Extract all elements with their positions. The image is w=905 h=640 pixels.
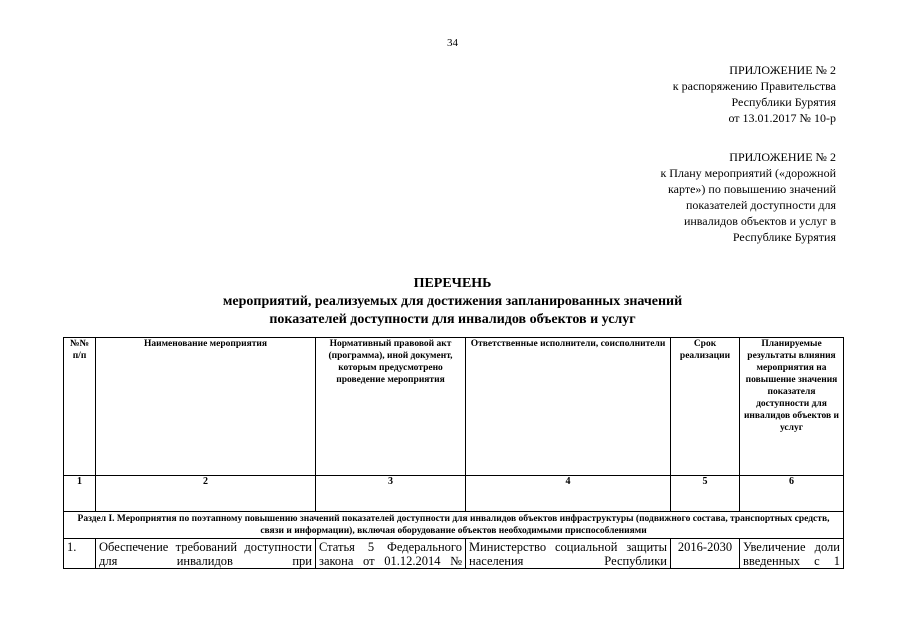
header-cell-legal-act: Нормативный правовой акт (программа), иной документ, которым предусмотрено проведение мероприятия bbox=[316, 338, 466, 476]
appendix-line: к распоряжению Правительства bbox=[672, 79, 836, 93]
title-subheading: мероприятий, реализуемых для достижения запланированных значений bbox=[222, 294, 683, 309]
table-header-row bbox=[64, 338, 844, 476]
cell-name-text: Обеспечение требований доступности для инвалидов при bbox=[99, 540, 312, 568]
cell-responsible bbox=[466, 539, 671, 569]
appendix-line: карте») по повышению значений bbox=[668, 182, 836, 196]
page-number: 34 bbox=[447, 37, 458, 49]
header-cell-period: Срок реализации bbox=[671, 338, 740, 476]
header-cell-name: Наименование мероприятия bbox=[96, 338, 316, 476]
appendix-line: Республики Бурятия bbox=[731, 95, 836, 109]
header-cell-responsible: Ответственные исполнители, соисполнители bbox=[466, 338, 671, 476]
cell-number-text: 1. bbox=[67, 540, 77, 554]
cell-period-text: 2016-2030 bbox=[677, 540, 733, 554]
column-number: 3 bbox=[316, 476, 466, 512]
cell-result bbox=[740, 539, 844, 569]
column-number: 4 bbox=[466, 476, 671, 512]
appendix-line: показателей доступности для bbox=[685, 198, 836, 212]
cell-name bbox=[96, 539, 316, 569]
appendix-line: к Плану мероприятий («дорожной bbox=[660, 166, 836, 180]
title-subheading: показателей доступности для инвалидов объектов и услуг bbox=[269, 312, 636, 327]
column-number: 1 bbox=[64, 476, 96, 512]
cell-legal-act bbox=[316, 539, 466, 569]
cell-result-text: Увеличение доли введенных с 1 bbox=[743, 540, 840, 568]
section-title: Раздел I. Мероприятия по поэтапному повышению значений показателей доступности для инвалидов объектов инфраструктуры (подвижного состава, транспортных средств, связи и информации), включая оборудование объектов необходимыми приспособлениями bbox=[64, 512, 844, 539]
appendix-line: инвалидов объектов и услуг в bbox=[683, 214, 836, 228]
cell-number bbox=[64, 539, 96, 569]
header-cell-number: №№ п/п bbox=[64, 338, 96, 476]
cell-legal-act-text: Статья 5 Федерального закона от 01.12.2014 № bbox=[319, 540, 462, 568]
appendix-line: ПРИЛОЖЕНИЕ № 2 bbox=[729, 63, 836, 77]
appendix-line: Республике Бурятия bbox=[732, 230, 836, 244]
measures-table bbox=[63, 337, 844, 569]
title-heading: ПЕРЕЧЕНЬ bbox=[413, 276, 492, 291]
table-row bbox=[64, 539, 844, 569]
column-number: 6 bbox=[740, 476, 844, 512]
column-number: 2 bbox=[96, 476, 316, 512]
appendix-block-decree bbox=[673, 62, 836, 126]
appendix-block-plan bbox=[660, 149, 836, 245]
cell-period bbox=[671, 539, 740, 569]
appendix-line: ПРИЛОЖЕНИЕ № 2 bbox=[729, 150, 836, 164]
header-cell-results: Планируемые результаты влияния мероприятия на повышение значения показателя доступности для инвалидов объектов и услуг bbox=[740, 338, 844, 476]
column-number: 5 bbox=[671, 476, 740, 512]
appendix-line: от 13.01.2017 № 10-р bbox=[728, 111, 836, 125]
cell-responsible-text: Министерство социальной защиты населения Республики bbox=[469, 540, 667, 568]
document-title bbox=[0, 275, 905, 329]
section-row bbox=[64, 512, 844, 539]
column-number-row bbox=[64, 476, 844, 512]
